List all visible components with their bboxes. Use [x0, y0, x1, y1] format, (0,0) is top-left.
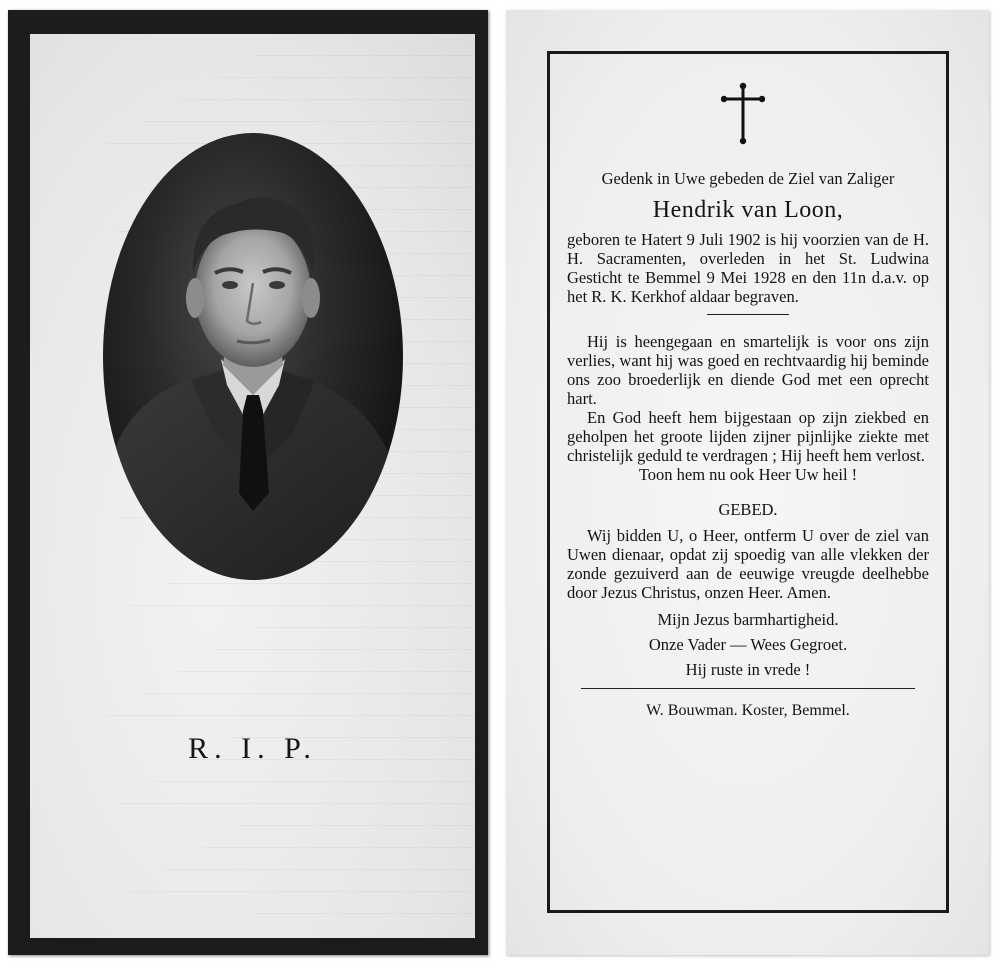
bleed-line — [105, 694, 475, 716]
bleed-line — [253, 606, 475, 628]
portrait-illustration — [103, 133, 403, 580]
prayer-title: GEBED. — [718, 500, 778, 519]
divider-long — [581, 688, 915, 689]
closing-lines — [567, 610, 929, 679]
bleed-line — [181, 78, 475, 100]
closing-line-1: Mijn Jezus barmhartigheid. — [657, 610, 839, 629]
mourning-border-frame — [547, 51, 949, 913]
bleed-line — [166, 848, 475, 870]
left-card-inner-panel — [30, 34, 475, 938]
bleed-line — [117, 782, 475, 804]
rip-text: R. I. P. — [188, 732, 317, 765]
bleed-line — [129, 870, 475, 892]
cross-icon — [721, 82, 765, 151]
bleed-line — [240, 804, 475, 826]
bleed-line — [216, 628, 475, 650]
bleed-line — [130, 584, 475, 606]
intro-text: Gedenk in Uwe gebeden de Ziel van Zaliger — [601, 169, 895, 188]
memorial-paragraph-1: Hij is heengegaan en smartelijk is voor ons zijn verlies, want hij was goed en rechtvaardig hij beminde ons zoo broederlijk en diende God met een oprecht hart. — [567, 332, 929, 408]
divider-short — [707, 314, 789, 315]
bleed-line — [179, 650, 475, 672]
closing-line-3: Hij ruste in vrede ! — [685, 660, 811, 679]
prayer-text: Wij bidden U, o Heer, ontferm U over de ziel van Uwen dienaar, opdat zij spoedig van alle vlekken der zonde gezuiverd aan de eeuwige vreugde deelhebbe door Jezus Christus, onzen Heer. Amen. — [567, 526, 929, 602]
deceased-name: Hendrik van Loon, — [652, 197, 844, 223]
closing-line-2: Onze Vader — Wees Gegroet. — [648, 635, 848, 654]
bleed-line — [144, 100, 475, 122]
memorial-paragraph-2: En God heeft hem bijgestaan op zijn ziekbed en geholpen het groote lijden zijner pijnlijke ziekte met christelijk geduld te verdragen ; Hij heeft hem verlost. — [567, 408, 929, 465]
right-card-back — [506, 10, 989, 955]
bleed-line — [203, 826, 475, 848]
biography-text: geboren te Hatert 9 Juli 1902 is hij voorzien van de H. H. Sacramenten, overleden in het St. Ludwina Gesticht te Bemmel 9 Mei 1928 en den 11n d.a.v. op het R. K. Kerkhof aldaar begraven. — [567, 230, 929, 306]
bleed-line — [142, 672, 475, 694]
bleed-line — [252, 892, 475, 914]
memorial-paragraph-2-last-line: Toon hem nu ook Heer Uw heil ! — [638, 465, 858, 484]
printer-credit: W. Bouwman. Koster, Bemmel. — [646, 702, 850, 719]
portrait-photo — [103, 133, 403, 580]
bleed-line — [218, 56, 475, 78]
left-card-front — [8, 10, 488, 955]
memorial-text — [567, 169, 929, 720]
bleed-line — [255, 34, 475, 56]
